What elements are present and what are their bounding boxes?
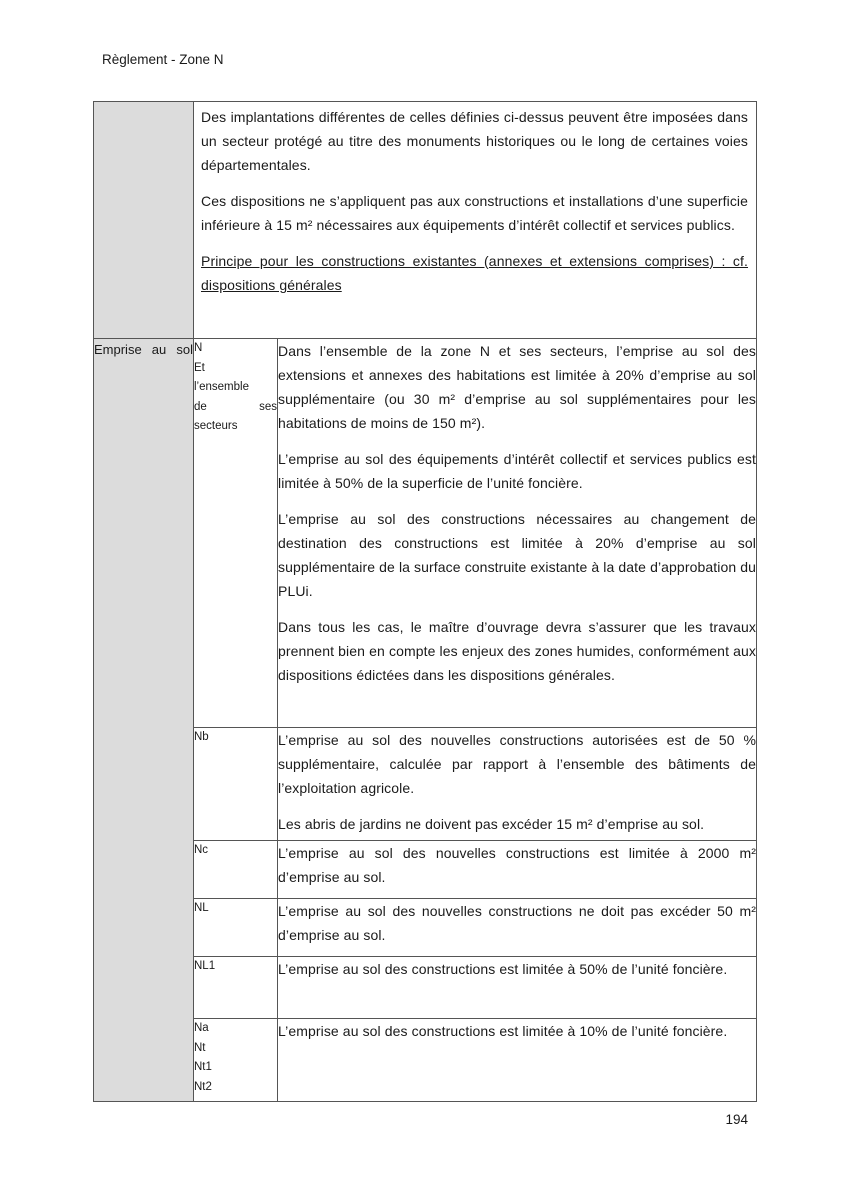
emprise-row-na	[94, 1019, 757, 1102]
rule-paragraph: Les abris de jardins ne doivent pas excéder 15 m² d’emprise au sol.	[278, 816, 705, 832]
sector-label: Et	[194, 361, 205, 374]
rule-text-cell-n	[278, 339, 757, 728]
rule-text-cell-nb	[278, 728, 757, 841]
sector-cell-nl	[194, 899, 278, 957]
rule-paragraph: Dans l’ensemble de la zone N et ses secteurs, l’emprise au sol des extensions et annexes des habitations est limitée à 20% d’emprise au sol supplémentaire (ou 30 m² d’emprise au sol supplémentaires pour les habitations de moins de 150 m²).	[278, 343, 757, 431]
rule-paragraph: L’emprise au sol des constructions est limitée à 10% de l’unité foncière.	[278, 1023, 728, 1039]
intro-text-cell	[194, 102, 757, 339]
intro-paragraph-1: Des implantations différentes de celles définies ci-dessus peuvent être imposées dans un secteur protégé au titre des monuments historiques ou le long de certaines voies départementales.	[201, 109, 749, 173]
dispositions-generales-link[interactable]: Principe pour les constructions existantes (annexes et extensions comprises) : cf. dispositions générales	[201, 253, 749, 293]
page-header: Règlement - Zone N	[102, 52, 224, 67]
regulation-table	[93, 101, 757, 1102]
sector-label: Nt	[194, 1041, 206, 1054]
rule-text-cell-na	[278, 1019, 757, 1102]
sector-cell-na	[194, 1019, 278, 1102]
rule-text-cell-nl	[278, 899, 757, 957]
sector-cell-nc	[194, 841, 278, 899]
sector-label: N	[194, 342, 203, 354]
rule-paragraph: L’emprise au sol des nouvelles constructions autorisées est de 50 % supplémentaire, calculée par rapport à l’ensemble des bâtiments de l’exploitation agricole.	[278, 732, 757, 796]
rule-paragraph: L’emprise au sol des constructions nécessaires au changement de destination des constructions est limitée à 20% d’emprise au sol supplémentaire de la surface construite existante à la date d’approbation du PLUi.	[278, 511, 757, 599]
sector-label: Nb	[194, 731, 209, 743]
sector-label: Nt1	[194, 1061, 212, 1073]
rule-paragraph: L’emprise au sol des nouvelles constructions est limitée à 2000 m² d’emprise au sol.	[278, 845, 757, 885]
sector-cell-nb	[194, 728, 278, 841]
rule-text-cell-nl1	[278, 957, 757, 1019]
sector-label: Na	[194, 1022, 209, 1034]
sector-label: Nc	[194, 844, 209, 856]
emprise-row-nl1	[94, 957, 757, 1019]
page-number: 194	[725, 1112, 748, 1127]
sector-label: Nt2	[194, 1080, 212, 1093]
rule-paragraph: Dans tous les cas, le maître d’ouvrage devra s’assurer que les travaux prennent bien en compte les enjeux des zones humides, conformément aux dispositions édictées dans les dispositions générales.	[278, 619, 757, 683]
sector-label: NL1	[194, 960, 216, 972]
rule-text-cell-nc	[278, 841, 757, 899]
intro-paragraph-2: Ces dispositions ne s’appliquent pas aux constructions et installations d’une superficie inférieure à 15 m² nécessaires aux équipements d’intérêt collectif et services publics.	[201, 193, 749, 233]
sector-cell-n	[194, 339, 278, 728]
sector-label: l’ensemble	[194, 381, 249, 393]
emprise-row-nl	[94, 899, 757, 957]
rule-paragraph: L’emprise au sol des nouvelles constructions ne doit pas excéder 50 m² d’emprise au sol.	[278, 903, 757, 943]
emprise-row-nc	[94, 841, 757, 899]
emprise-label-cell	[94, 339, 194, 1102]
rule-paragraph: L’emprise au sol des équipements d’intérêt collectif et services publics est limitée à 50% de la superficie de l’unité foncière.	[278, 451, 757, 491]
intro-label-cell	[94, 102, 194, 339]
rule-paragraph: L’emprise au sol des constructions est limitée à 50% de l’unité foncière.	[278, 961, 728, 977]
sector-label: NL	[194, 902, 209, 914]
sector-label: secteurs	[194, 420, 238, 432]
emprise-row-n	[94, 339, 757, 728]
emprise-label: Emprise au sol	[94, 342, 193, 357]
intro-row	[94, 102, 757, 339]
sector-label: de ses	[194, 400, 277, 413]
emprise-row-nb	[94, 728, 757, 841]
sector-cell-nl1	[194, 957, 278, 1019]
